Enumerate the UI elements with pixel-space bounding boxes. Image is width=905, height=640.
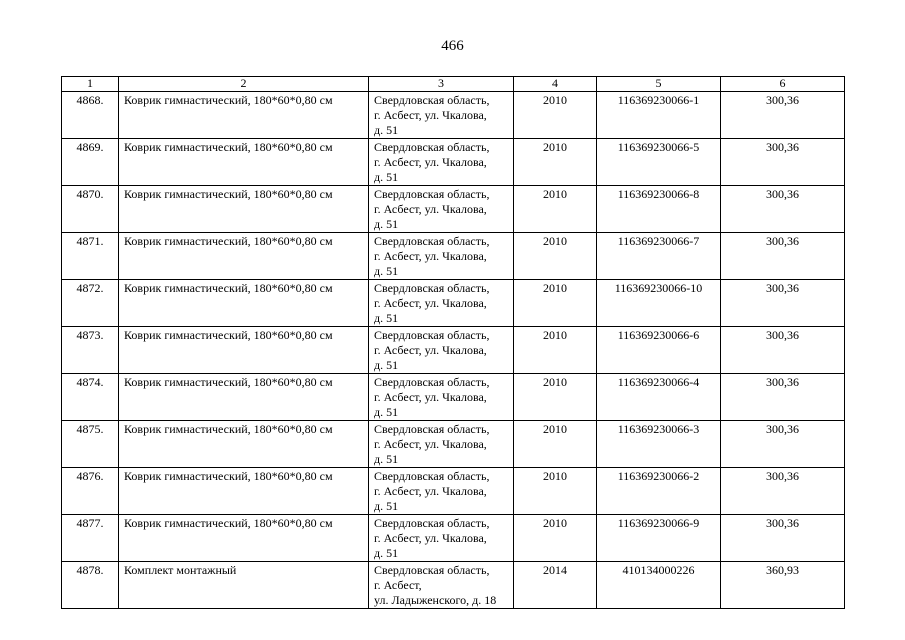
inventory-number: 410134000226	[597, 562, 721, 609]
table-header	[62, 77, 845, 92]
item-year: 2010	[514, 92, 597, 139]
inventory-number: 116369230066-10	[597, 280, 721, 327]
item-address	[369, 515, 514, 562]
table-row	[62, 280, 845, 327]
table-row	[62, 468, 845, 515]
item-address	[369, 139, 514, 186]
column-header-4: 4	[514, 77, 597, 92]
item-price: 300,36	[721, 327, 845, 374]
table-body	[62, 92, 845, 609]
row-number: 4869.	[62, 139, 119, 186]
address-line: Свердловская область,	[374, 375, 490, 389]
table-row	[62, 515, 845, 562]
column-header-1: 1	[62, 77, 119, 92]
item-name: Коврик гимнастический, 180*60*0,80 см	[119, 186, 369, 233]
item-name: Коврик гимнастический, 180*60*0,80 см	[119, 327, 369, 374]
table-row	[62, 562, 845, 609]
page-number: 466	[441, 38, 464, 54]
item-year: 2010	[514, 374, 597, 421]
row-number: 4878.	[62, 562, 119, 609]
item-price: 360,93	[721, 562, 845, 609]
row-number: 4873.	[62, 327, 119, 374]
item-address	[369, 280, 514, 327]
item-year: 2010	[514, 139, 597, 186]
item-year: 2014	[514, 562, 597, 609]
item-price: 300,36	[721, 374, 845, 421]
address-line: г. Асбест, ул. Чкалова,	[374, 437, 487, 451]
item-price: 300,36	[721, 186, 845, 233]
item-price: 300,36	[721, 468, 845, 515]
item-address	[369, 468, 514, 515]
item-name: Коврик гимнастический, 180*60*0,80 см	[119, 421, 369, 468]
address-line: д. 51	[374, 170, 399, 184]
row-number: 4876.	[62, 468, 119, 515]
address-line: Свердловская область,	[374, 469, 490, 483]
item-name: Коврик гимнастический, 180*60*0,80 см	[119, 92, 369, 139]
address-line: д. 51	[374, 311, 399, 325]
address-line: Свердловская область,	[374, 563, 490, 577]
item-address	[369, 186, 514, 233]
item-price: 300,36	[721, 421, 845, 468]
item-address	[369, 327, 514, 374]
column-header-3: 3	[369, 77, 514, 92]
table-row	[62, 374, 845, 421]
inventory-number: 116369230066-2	[597, 468, 721, 515]
row-number: 4868.	[62, 92, 119, 139]
address-line: д. 51	[374, 358, 399, 372]
header-row	[62, 77, 845, 92]
item-year: 2010	[514, 327, 597, 374]
column-header-6: 6	[721, 77, 845, 92]
inventory-number: 116369230066-8	[597, 186, 721, 233]
address-line: д. 51	[374, 264, 399, 278]
row-number: 4877.	[62, 515, 119, 562]
table-row	[62, 233, 845, 280]
address-line: д. 51	[374, 405, 399, 419]
item-address	[369, 374, 514, 421]
address-line: Свердловская область,	[374, 422, 490, 436]
column-header-2: 2	[119, 77, 369, 92]
inventory-number: 116369230066-5	[597, 139, 721, 186]
item-name: Коврик гимнастический, 180*60*0,80 см	[119, 139, 369, 186]
item-address	[369, 233, 514, 280]
address-line: г. Асбест, ул. Чкалова,	[374, 531, 487, 545]
address-line: д. 51	[374, 546, 399, 560]
item-year: 2010	[514, 515, 597, 562]
item-price: 300,36	[721, 280, 845, 327]
row-number: 4872.	[62, 280, 119, 327]
item-year: 2010	[514, 280, 597, 327]
item-address	[369, 562, 514, 609]
item-name: Коврик гимнастический, 180*60*0,80 см	[119, 280, 369, 327]
address-line: Свердловская область,	[374, 187, 490, 201]
row-number: 4871.	[62, 233, 119, 280]
address-line: г. Асбест, ул. Чкалова,	[374, 249, 487, 263]
item-year: 2010	[514, 186, 597, 233]
item-year: 2010	[514, 421, 597, 468]
table-row	[62, 92, 845, 139]
address-line: ул. Ладыженского, д. 18	[374, 593, 497, 607]
table-row	[62, 421, 845, 468]
row-number: 4870.	[62, 186, 119, 233]
address-line: д. 51	[374, 123, 399, 137]
item-year: 2010	[514, 233, 597, 280]
address-line: г. Асбест, ул. Чкалова,	[374, 484, 487, 498]
item-year: 2010	[514, 468, 597, 515]
address-line: Свердловская область,	[374, 328, 490, 342]
address-line: г. Асбест, ул. Чкалова,	[374, 296, 487, 310]
inventory-number: 116369230066-6	[597, 327, 721, 374]
inventory-number: 116369230066-3	[597, 421, 721, 468]
item-name: Комплект монтажный	[119, 562, 369, 609]
address-line: г. Асбест, ул. Чкалова,	[374, 108, 487, 122]
inventory-number: 116369230066-9	[597, 515, 721, 562]
item-name: Коврик гимнастический, 180*60*0,80 см	[119, 515, 369, 562]
item-name: Коврик гимнастический, 180*60*0,80 см	[119, 374, 369, 421]
item-price: 300,36	[721, 515, 845, 562]
item-price: 300,36	[721, 139, 845, 186]
item-price: 300,36	[721, 233, 845, 280]
inventory-table	[61, 76, 845, 609]
column-header-5: 5	[597, 77, 721, 92]
item-price: 300,36	[721, 92, 845, 139]
inventory-number: 116369230066-1	[597, 92, 721, 139]
address-line: г. Асбест, ул. Чкалова,	[374, 343, 487, 357]
row-number: 4874.	[62, 374, 119, 421]
address-line: г. Асбест, ул. Чкалова,	[374, 202, 487, 216]
address-line: Свердловская область,	[374, 140, 490, 154]
address-line: д. 51	[374, 452, 399, 466]
table-row	[62, 139, 845, 186]
address-line: Свердловская область,	[374, 234, 490, 248]
table-row	[62, 186, 845, 233]
item-name: Коврик гимнастический, 180*60*0,80 см	[119, 233, 369, 280]
item-address	[369, 421, 514, 468]
address-line: Свердловская область,	[374, 93, 490, 107]
address-line: г. Асбест, ул. Чкалова,	[374, 390, 487, 404]
address-line: г. Асбест, ул. Чкалова,	[374, 155, 487, 169]
item-name: Коврик гимнастический, 180*60*0,80 см	[119, 468, 369, 515]
address-line: г. Асбест,	[374, 578, 422, 592]
table-row	[62, 327, 845, 374]
address-line: д. 51	[374, 217, 399, 231]
item-address	[369, 92, 514, 139]
inventory-number: 116369230066-4	[597, 374, 721, 421]
row-number: 4875.	[62, 421, 119, 468]
address-line: Свердловская область,	[374, 281, 490, 295]
address-line: Свердловская область,	[374, 516, 490, 530]
address-line: д. 51	[374, 499, 399, 513]
inventory-number: 116369230066-7	[597, 233, 721, 280]
